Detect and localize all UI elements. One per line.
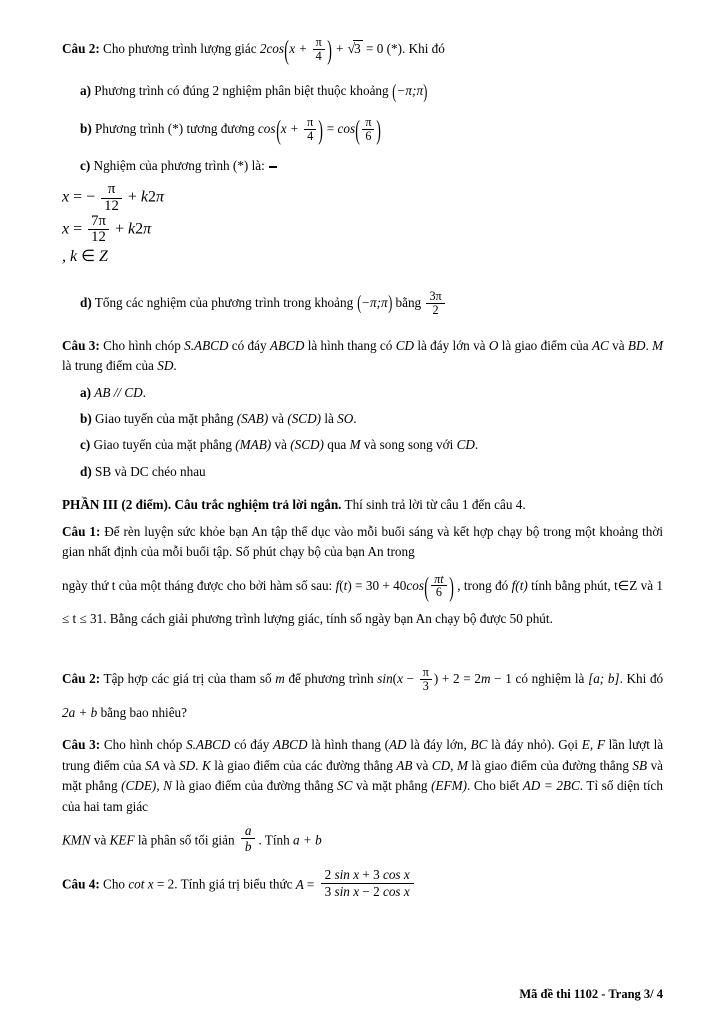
item-d-text2: bằng [395,294,422,310]
p3-q2-t6: bằng bao nhiêu? [100,704,187,720]
p3-q3-l3-6: SB [632,757,648,773]
p3-q3-l3-7: và mặt phẳng [62,757,664,794]
p3-q3-l2-2: lần lượt là trung điểm của [62,737,664,773]
p3-q1-label: Câu 1: [62,523,101,539]
q3-item-a-label: a) [80,384,91,400]
q3-text-10: . [173,358,177,374]
p3-q3-fraction-ab: $\frac{a}{b}$ [241,823,256,854]
p3-q3-l3-2: CD [431,757,451,773]
p3-q3-kmn: KMN [62,832,91,848]
q3-text-7: và [612,337,625,353]
item-c-text: Nghiệm của phương trình (*) là: [93,157,265,173]
q3-item-c-m4: CD [456,437,475,453]
item-c-label: c) [80,157,91,173]
part-3-subtitle: Thí sinh trả lời từ câu 1 đến câu 4. [344,497,526,513]
p3-q3-l2-0: nhỏ). Gọi [527,737,579,753]
q3-math-o: O [488,337,499,353]
p3-q3-apb: a + b [293,832,322,848]
question-3-item-b [62,409,663,429]
p3-q3-l4-5: AD = 2BC [522,778,580,794]
q3-item-a-math: AB // CD [94,384,143,400]
p3-q3-l4-2: và mặt phẳng [355,778,428,794]
p3-q2-m: m [275,671,285,687]
item-c-formula [269,166,281,168]
part3-question-3-cont [62,823,663,854]
q3-text-4: là đáy lớn và [417,337,486,353]
q3-math-abcd: ABCD [269,337,305,353]
p3-q3-tinh: . Tính [258,832,290,848]
p3-q2-t4: là [574,671,585,687]
p3-q3-kef: KEF [109,832,135,848]
p3-q3-l2-6: . [195,757,199,773]
p3-q3-l4-6: . Tỉ số diện tích của hai tam giác [62,778,664,814]
item-a-text: Phương trình có đúng 2 nghiệm phân biệt thuộc khoảng [94,83,389,99]
q3-item-c-mid2: qua [327,437,347,453]
p3-q1-formula: f(t) = 30 + 40cos( $\frac{\pi t}{6}$ ) [335,570,454,602]
question-3-item-c [62,435,663,455]
q3-item-c-pre: Giao tuyến của mặt phẳng [93,437,232,453]
question-3-header [62,336,663,377]
p3-q3-l4-0: đường thẳng [266,778,334,794]
p3-q2-t2: để phương trình [288,671,374,687]
part3-question-2 [62,662,663,729]
item-b-text: Phương trình (*) tương đương [95,120,255,136]
p3-q3-l3-9: , [156,778,160,794]
p3-q1-line3b: , trong đó [457,577,509,593]
q3-text-6: điểm của [540,337,589,353]
p3-q3-l3-11: là giao điểm của [175,778,264,794]
p3-q4-math2: A = $\frac{\text{2 sin x + 3 cos x}}{\text{3 sin x − 2 cos x}}$ [296,877,417,892]
p3-q3-l1-1: S.ABCD [186,737,231,753]
p3-q3-l3-8: (CDE) [121,778,157,794]
q3-math-sabcd: S.ABCD [184,337,229,353]
item-a-formula: (−π;π) [392,81,428,104]
p3-q3-l2-3: SA [144,757,160,773]
part3-question-1-cont [62,569,663,636]
q3-item-b-m2: (SCD) [287,410,322,426]
q3-item-d-text: SB và DC chéo nhau [95,463,206,479]
p3-q3-l3-4: M [456,757,468,773]
q3-item-b-mid: và [271,410,285,426]
p3-q2-formula: sin(x − $\frac{\pi}{3}$ ) + 2 = 2m − 1 [377,664,512,693]
p3-q3-l2-1: E, F [581,737,605,753]
question-2-item-b [62,115,663,143]
item-b-formula: cos(x + $\frac{\pi}{4}$ ) = cos( $\frac{\pi}{6}$ ) [257,113,382,145]
exam-page: Câu 2: Cho phương trình lượng giác 2cos(x + $\frac{\pi}{4}$ ) + √3 = 0 (*). Khi đó a) Phương trình có đúng 2 nghiệm phân biệt thuộc khoảng (−π;π) b) Phương trình (*) tương đương cos(x + $\frac{\pi}{4}$ ) = cos( $\frac{\pi}{6}$ ) c) Nghiệm của phương trình (*) là: x = − $\frac{\pi}{12}$ + k2π x = $\frac{7\pi}{12}$ + k2π , k ∈ Z d) Tổng các nghiệm của phương trình trong khoảng (−π;π) bằng $\frac{3\pi}{2}$ Câu 3: Cho hình chóp S.ABCD có đáy ABCD là hình thang có CD là đáy lớn và O là giao điểm của AC và BD. M là trung điểm của SD. a) AB // CD. b) Giao tuyến của mặt phẳng (SAB) và (SCD) là SO. c) Giao tuyến của mặt phẳng (MAB) và (SCD) qua M và song song với CD. d) SB và DC chéo nhau PHẦN III (2 điểm). Câu trắc nghiệm trả lời ngắn. Thí sinh trả lời từ câu 1 đến câu 4. Câu 1: Để rèn luyện sức khỏe bạn An tập thể dục vào mỗi buổi sáng và kết hợp chạy bộ trong một khoảng thời gian nhất định của mỗi buổi tập. Số phút chạy bộ của bạn An trong ngày thứ t của một tháng được cho bởi hàm số sau: f(t) = 30 + 40cos( $\frac{\pi t}{6}$ ) , trong đó f(t) tính bằng phút, t∈Z và 1 ≤ t ≤ 31. Bằng cách giải phương trình lượng giác, tính số ngày bạn An chạy bộ được 50 phút. Câu 2: Tập hợp các giá trị của tham số m để phương trình sin(x − $\frac{\pi}{3}$ ) + 2 = 2m − 1 có nghiệm là [a; b]. Khi đó 2a + b bằng bao nhiêu? Câu 3: Cho hình chóp S.ABCD có đáy ABCD là hình thang (AD là đáy lớn, BC là đáy nhỏ). Gọi E, F lần lượt là trung điểm của SA và SD. K là giao điểm của các đường thẳng AB và CD, M là giao điểm của đường thẳng SB và mặt phẳng (CDE), N là giao điểm của đường thẳng SC và mặt phẳng (EFM). Cho biết AD = 2BC. Tỉ số diện tích của hai tam giác KMN và KEF là phân số tối giản $\frac{a}{b}$ . Tính a + b Câu 4: Cho cot x = 2. Tính giá trị biểu thức A = $\frac{\text{2 sin x + 3 cos x}}{\text{3 sin x − 2 cos x}}$ Mã đề thi 1102 - Trang 3/ 4 [62,34,664,1001]
p3-q3-l1-5: AD [388,737,407,753]
p3-q3-l1-4: là hình thang ( [311,737,389,753]
q3-text-8: . [645,337,649,353]
question-2-label: Câu 2: [62,41,100,57]
q3-item-c-mid: và [274,437,287,453]
part3-question-1 [62,522,663,563]
q3-math-cd: CD [395,337,415,353]
q3-item-b-pre: Giao tuyến của mặt phẳng [95,410,234,426]
q3-item-c-mid3: và song song với [363,437,454,453]
p3-q1-ft: f(t) [511,577,528,593]
p3-q3-l1-6: là đáy lớn, [410,737,467,753]
part3-question-3 [62,735,663,817]
q3-math-m: M [652,337,664,353]
q3-item-c-label: c) [80,437,91,453]
q3-text-5: là giao [501,337,538,353]
q3-item-c-post: . [474,437,479,453]
p3-q3-l3-5: là giao điểm của đường thẳng [471,757,629,773]
question-2-item-c [62,156,663,176]
part3-question-4 [62,867,663,901]
p3-q3-l4-1: SC [337,778,353,794]
q3-text-9: là trung điểm của [62,358,154,374]
q3-item-c-m3: M [349,437,361,453]
q3-item-b-m1: (SAB) [236,410,269,426]
p3-q3-phanso: là phân số tối giản [137,832,235,848]
p3-q3-l3-1: và [415,757,429,773]
p3-q3-l1-7: BC [470,737,488,753]
p3-q3-l2-8: là giao điểm của các đường thẳng [214,757,393,773]
question-2-formula: 2cos(x + $\frac{\pi}{4}$ ) + √3 = 0 [259,34,384,66]
p3-q3-label: Câu 3: [62,737,101,753]
q3-item-b-post: . [353,410,357,426]
p3-q1-line5: chạy bộ được 50 phút. [435,611,553,627]
p3-q3-l3-10: N [163,778,172,794]
p3-q4-text-a: Cho [103,877,126,893]
p3-q3-l3-3: , [450,757,454,773]
p3-q2-ab: [a; b] [588,671,620,687]
p3-q3-va: và [93,832,107,848]
question-3-item-a [62,383,663,403]
p3-q3-l1-0: Cho hình chóp [103,737,183,753]
p3-q3-l4-3: (EFM) [431,778,467,794]
p3-q3-l3-0: AB [396,757,413,773]
item-a-label: a) [80,83,91,99]
q3-text-3: là hình thang có [307,337,393,353]
p3-q2-t3: có nghiệm [515,671,572,687]
q3-item-a-text: . [142,384,146,400]
p3-q4-text-b: . Tính giá trị biểu thức [174,877,293,893]
p3-q2-2ab: 2a + b [62,704,98,720]
q3-math-ac: AC [591,337,609,353]
q3-item-d-label: d) [80,463,92,479]
p3-q3-l2-4: và [163,757,176,773]
question-2-item-d [62,289,663,317]
p3-q3-l4-4: . Cho biết [466,778,520,794]
p3-q1-line3a: ngày thứ t của một tháng được cho bởi hàm số sau: [62,577,333,593]
item-b-label: b) [80,120,92,136]
q3-item-c-m1: (MAB) [235,437,272,453]
question-3-label: Câu 3: [62,337,100,353]
item-d-label: d) [80,294,92,310]
item-d-formula: (−π;π) [356,292,392,315]
q3-text-1: Cho hình chóp [103,337,181,353]
p3-q1-line2: trong một khoảng thời gian nhất định của mỗi buổi tập. Số phút chạy bộ của bạn An trong [62,523,664,560]
part-3-heading [62,495,663,515]
item-d-text: Tổng các nghiệm của phương trình trong khoảng [94,294,354,310]
q3-text-2: có đáy [231,337,267,353]
p3-q3-l2-7: K [201,757,211,773]
p3-q4-math1: cot x = 2 [128,877,175,893]
question-2-text-after: (*). Khi đó [386,41,445,57]
page-footer: Mã đề thi 1102 - Trang 3/ 4 [519,987,663,1001]
part-3-title: PHẦN III (2 điểm). Câu trắc nghiệm trả lời ngắn. [62,497,342,513]
p3-q3-l1-2: có đáy [234,737,270,753]
p3-q3-l1-8: là đáy [491,737,524,753]
p3-q1-line4: bằng phút, t∈Z và 1 ≤ t ≤ 31. Bằng cách giải phương trình lượng giác, tính số ngày bạn An [62,577,664,627]
q3-item-b-mid2: là [324,410,334,426]
q3-item-b-m3: SO [337,410,354,426]
p3-q3-l1-3: ABCD [273,737,308,753]
q3-item-c-m2: (SCD) [290,437,324,453]
p3-q2-label: Câu 2: [62,671,101,687]
question-2-item-a [62,81,663,104]
p3-q2-t1: Tập hợp các giá trị của tham số [103,671,272,687]
question-3-item-d [62,462,663,482]
q3-math-bd: BD [627,337,646,353]
q3-math-sd: SD [157,358,174,374]
p3-q2-t5: . Khi đó [619,671,664,687]
p3-q1-line3c: tính [531,577,552,593]
q3-item-b-label: b) [80,410,92,426]
item-c-condition: , k ∈ Z [62,247,108,265]
p3-q3-l2-5: SD [179,757,196,773]
p3-q1-line1: Để rèn luyện sức khỏe bạn An tập thể dục vào mỗi buổi sáng và kết hợp chạy bộ [104,523,540,539]
question-2-text: Cho phương trình lượng giác [103,41,257,57]
question-2-header [62,34,663,66]
p3-q4-label: Câu 4: [62,877,100,893]
item-d-formula2: $\frac{3\pi}{2}$ [424,295,446,310]
